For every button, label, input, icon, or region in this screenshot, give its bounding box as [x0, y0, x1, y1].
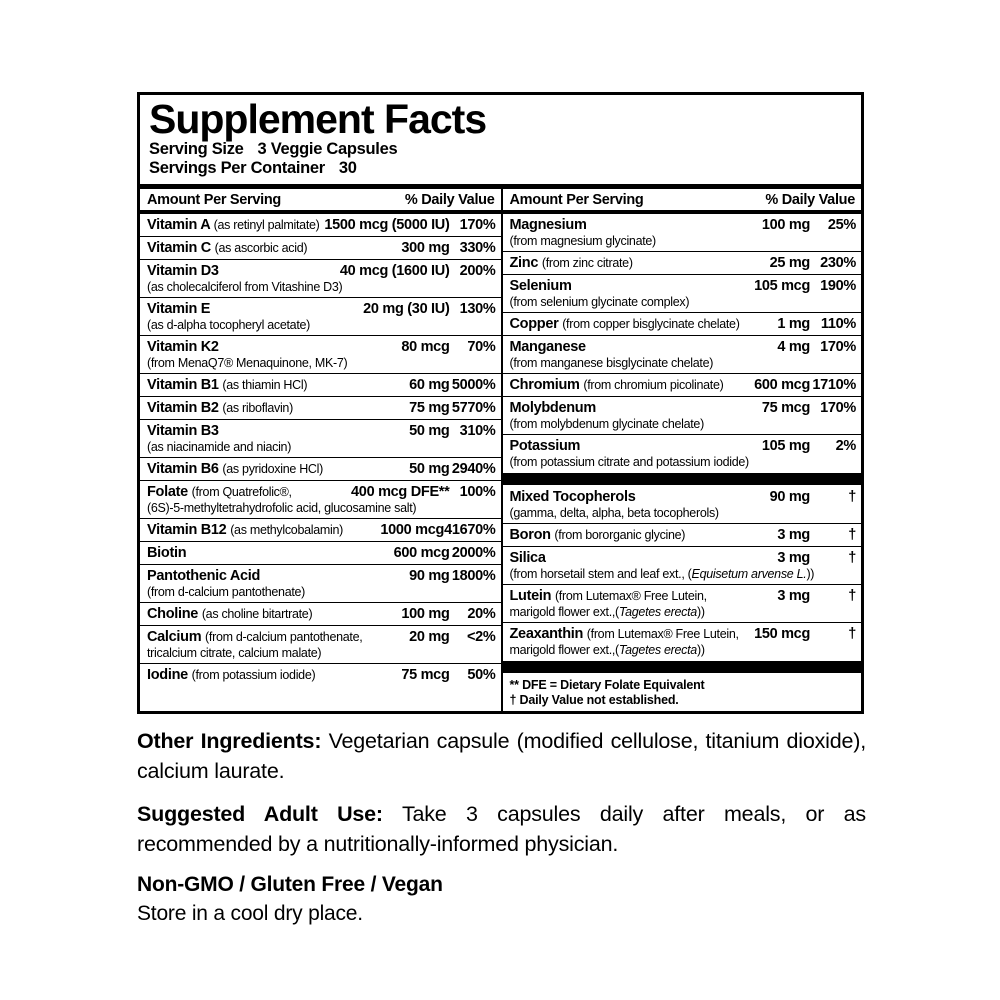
nutrient-name: Vitamin B1 (as thiamin HCl)	[147, 377, 308, 393]
nutrient-row	[503, 434, 862, 472]
supplement-facts-panel	[137, 92, 864, 714]
nutrient-row-line1	[147, 262, 496, 280]
nutrient-name: Vitamin C (as ascorbic acid)	[147, 240, 308, 256]
nutrient-row	[140, 419, 501, 457]
nutrient-daily-value: †	[848, 626, 856, 642]
serving-size-row	[140, 140, 861, 158]
nutrient-name: Pantothenic Acid	[147, 568, 261, 584]
nutrient-amount: 105 mcg	[754, 278, 810, 294]
nutrient-row	[503, 214, 862, 251]
nutrient-name: Vitamin B3	[147, 423, 219, 439]
right-header-cell	[501, 189, 862, 210]
nutrient-row-line1	[510, 526, 857, 544]
nutrient-name: Silica	[509, 550, 546, 566]
nutrient-daily-value: <2%	[466, 629, 496, 645]
nutrient-source-detail: (from Lutemax® Free Lutein,	[586, 627, 739, 641]
nutrient-source-detail: (from chromium picolinate)	[583, 378, 724, 392]
nutrient-row-line1	[147, 567, 496, 585]
nutrient-amount: 100 mg	[401, 606, 450, 622]
footnotes-block	[503, 674, 862, 711]
nutrient-daily-value: 2%	[835, 438, 856, 454]
nutrient-row	[503, 335, 862, 373]
nutrient-daily-value: 2940%	[451, 461, 496, 477]
nutrient-name: Biotin	[147, 545, 187, 561]
amount-per-serving-header: Amount Per Serving	[147, 192, 281, 209]
nutrient-row	[503, 396, 862, 434]
claims-text: Non-GMO / Gluten Free / Vegan	[137, 873, 443, 896]
nutrient-row-line2: marigold flower ext.,(Tagetes erecta))	[509, 643, 705, 657]
nutrient-daily-value: 5000%	[451, 377, 496, 393]
nutrient-row	[140, 335, 501, 373]
nutrient-daily-value: 170%	[820, 400, 856, 416]
nutrient-name: Molybdenum	[509, 400, 596, 416]
nutrient-amount: 90 mg	[409, 568, 450, 584]
nutrient-amount: 100 mg	[761, 217, 810, 233]
nutrient-row	[503, 584, 862, 622]
nutrient-amount: 60 mg	[409, 377, 450, 393]
nutrient-daily-value: 190%	[820, 278, 856, 294]
nutrient-source-detail: (from copper bisglycinate chelate)	[562, 317, 740, 331]
nutrient-daily-value: 20%	[467, 606, 496, 622]
nutrient-source-detail: (from Lutemax® Free Lutein,	[554, 589, 707, 603]
nutrient-row	[140, 541, 501, 564]
nutrient-amount: 20 mg	[409, 629, 450, 645]
nutrient-row-line1	[510, 437, 857, 455]
nutrient-row-line2: (as cholecalciferol from Vitashine D3)	[147, 280, 343, 294]
nutrient-name: Iodine (from potassium iodide)	[147, 667, 316, 683]
thick-divider-bar	[503, 473, 862, 485]
nutrient-name: Potassium	[509, 438, 581, 454]
nutrient-row-line1	[147, 483, 496, 501]
nutrient-row-line1	[147, 422, 496, 440]
other-ingredients-section	[137, 726, 866, 786]
nutrient-row-line1	[147, 338, 496, 356]
servings-per-container-row	[140, 158, 861, 177]
nutrient-name: Vitamin E	[147, 301, 211, 317]
panel-title: Supplement Facts	[149, 96, 487, 142]
nutrient-row-line1	[510, 338, 857, 356]
nutrient-row	[503, 274, 862, 312]
suggested-use-section	[137, 799, 866, 859]
nutrient-daily-value: 110%	[820, 316, 856, 332]
nutrient-daily-value: 70%	[467, 339, 496, 355]
nutrient-row-line1	[147, 628, 496, 646]
other-ingredients-label: Other Ingredients:	[137, 729, 322, 753]
suggested-use-label: Suggested Adult Use:	[137, 802, 383, 826]
nutrient-name: Mixed Tocopherols	[509, 489, 636, 505]
nutrient-row-line2: (from d-calcium pantothenate)	[147, 585, 306, 599]
other-ingredients-text: Vegetarian capsule (modified cellulose, titanium dioxide), calcium laurate.	[137, 729, 866, 783]
nutrient-amount: 4 mg	[777, 339, 810, 355]
nutrient-row-line1	[510, 315, 857, 333]
nutrient-source-detail: (as ascorbic acid)	[214, 241, 308, 255]
nutrient-amount: 600 mcg	[393, 545, 450, 561]
nutrient-row-line2: (from manganese bisglycinate chelate)	[509, 356, 714, 370]
nutrient-amount: 20 mg (30 IU)	[363, 301, 450, 317]
nutrient-source-detail: (from bororganic glycine)	[554, 528, 686, 542]
servings-per-container-label: Servings Per Container	[149, 159, 325, 177]
label-bottom-text	[137, 726, 866, 928]
nutrient-amount: 50 mg	[409, 423, 450, 439]
nutrient-row-line1	[147, 460, 496, 478]
nutrient-source-detail: (as methylcobalamin)	[230, 523, 343, 537]
suggested-use-text: Take 3 capsules daily after meals, or as recommended by a nutritionally-informed physician.	[137, 802, 866, 856]
nutrient-row	[140, 396, 501, 419]
nutrient-source-detail: (from potassium iodide)	[191, 668, 316, 682]
nutrient-row-line1	[510, 399, 857, 417]
nutrient-row-line1	[510, 587, 857, 605]
nutrient-row-line1	[147, 605, 496, 623]
nutrient-amount: 3 mg	[777, 588, 810, 604]
amount-per-serving-header: Amount Per Serving	[509, 192, 644, 209]
nutrient-row	[503, 373, 862, 396]
nutrient-source-detail: (as pyridoxine HCl)	[222, 462, 324, 476]
nutrient-row-line2: (from potassium citrate and potassium iodide)	[509, 455, 749, 469]
nutrient-row-line1	[147, 239, 496, 257]
nutrient-daily-value: 41670%	[444, 522, 496, 538]
nutrient-daily-value: 1710%	[812, 377, 856, 393]
nutrient-daily-value: 2000%	[451, 545, 496, 561]
right-nutrient-column	[501, 214, 862, 711]
nutrient-amount: 75 mcg	[761, 400, 810, 416]
left-nutrient-column	[140, 214, 501, 711]
nutrient-name: Vitamin A (as retinyl palmitate)	[147, 217, 320, 233]
nutrient-daily-value: †	[848, 588, 856, 604]
nutrient-amount: 600 mcg	[754, 377, 810, 393]
nutrient-row	[140, 297, 501, 335]
nutrient-name: Chromium (from chromium picolinate)	[509, 377, 724, 393]
nutrient-name: Vitamin B12 (as methylcobalamin)	[147, 522, 343, 538]
nutrient-row-line2: (from MenaQ7® Menaquinone, MK-7)	[147, 356, 348, 370]
nutrient-row-line1	[510, 625, 857, 643]
nutrient-row-line1	[147, 399, 496, 417]
nutrient-row-line2: (from magnesium glycinate)	[509, 234, 656, 248]
nutrient-daily-value: †	[848, 489, 856, 505]
nutrient-daily-value: 170%	[459, 217, 496, 233]
nutrient-name: Folate (from Quatrefolic®,	[147, 484, 292, 500]
nutrient-row-line2: (gamma, delta, alpha, beta tocopherols)	[509, 506, 719, 520]
nutrient-amount: 1 mg	[777, 316, 810, 332]
nutrient-row-line1	[147, 544, 496, 562]
nutrient-row	[140, 663, 501, 686]
storage-text: Store in a cool dry place.	[137, 902, 363, 925]
nutrient-name: Vitamin B2 (as riboflavin)	[147, 400, 293, 416]
nutrient-name: Selenium	[509, 278, 572, 294]
nutrient-row	[140, 373, 501, 396]
nutrient-row-line2: (from horsetail stem and leaf ext., (Equisetum arvense L.))	[509, 567, 815, 581]
nutrient-name: Vitamin K2	[147, 339, 219, 355]
nutrient-amount: 25 mg	[769, 255, 810, 271]
nutrient-row-line1	[510, 376, 857, 394]
nutrient-name: Choline (as choline bitartrate)	[147, 606, 313, 622]
nutrient-name: Vitamin D3	[147, 263, 219, 279]
nutrient-row-line2: marigold flower ext.,(Tagetes erecta))	[509, 605, 705, 619]
nutrient-daily-value: 170%	[820, 339, 856, 355]
nutrient-row-line2: (6S)-5-methyltetrahydrofolic acid, glucosamine salt)	[147, 501, 417, 515]
nutrient-name: Calcium (from d-calcium pantothenate,	[147, 629, 363, 645]
nutrient-row	[140, 214, 501, 236]
nutrient-row	[503, 486, 862, 523]
nutrient-amount: 40 mcg (1600 IU)	[339, 263, 450, 279]
nutrient-row	[503, 312, 862, 335]
nutrient-daily-value: 230%	[820, 255, 856, 271]
nutrient-row-line1	[510, 488, 857, 506]
nutrient-row-line1	[510, 277, 857, 295]
nutrient-row	[140, 564, 501, 602]
nutrient-source-detail: (from Quatrefolic®,	[191, 485, 292, 499]
nutrient-row	[140, 457, 501, 480]
nutrient-source-detail: (as riboflavin)	[222, 401, 293, 415]
nutrient-row-line2: (as niacinamide and niacin)	[147, 440, 292, 454]
nutrient-row-line1	[147, 216, 496, 234]
nutrient-row-line2: (from molybdenum glycinate chelate)	[509, 417, 704, 431]
nutrient-source-detail: (as retinyl palmitate)	[213, 218, 320, 232]
nutrient-source-detail: (from zinc citrate)	[541, 256, 633, 270]
nutrient-row-line2: tricalcium citrate, calcium malate)	[147, 646, 322, 660]
nutrient-amount: 90 mg	[769, 489, 810, 505]
nutrient-source-detail: (as thiamin HCl)	[222, 378, 308, 392]
nutrient-row-line1	[510, 254, 857, 272]
nutrient-daily-value: 200%	[459, 263, 496, 279]
nutrient-daily-value: 5770%	[451, 400, 496, 416]
nutrient-amount: 105 mg	[761, 438, 810, 454]
nutrient-row	[140, 236, 501, 259]
nutrient-daily-value: †	[848, 527, 856, 543]
nutrient-amount: 3 mg	[777, 550, 810, 566]
daily-value-header: % Daily Value	[765, 192, 855, 209]
nutrient-name: Zinc (from zinc citrate)	[509, 255, 633, 271]
nutrient-row	[503, 622, 862, 660]
nutrient-row	[503, 523, 862, 546]
nutrient-row	[503, 546, 862, 584]
serving-size-value: 3 Veggie Capsules	[257, 140, 398, 158]
nutrient-amount: 1000 mcg	[380, 522, 445, 538]
nutrient-name: Manganese	[509, 339, 586, 355]
nutrient-row-line1	[510, 549, 857, 567]
nutrient-daily-value: 50%	[467, 667, 496, 683]
nutrient-row-line1	[510, 216, 857, 234]
nutrient-name: Copper (from copper bisglycinate chelate)	[509, 316, 740, 332]
nutrient-row-line1	[147, 521, 496, 539]
nutrient-row	[503, 251, 862, 274]
footnote: ** DFE = Dietary Folate Equivalent	[509, 678, 705, 692]
nutrient-name: Lutein (from Lutemax® Free Lutein,	[509, 588, 707, 604]
thick-divider-bar	[503, 661, 862, 673]
nutrient-daily-value: 25%	[827, 217, 856, 233]
nutrient-row	[140, 259, 501, 297]
nutrient-amount: 1500 mcg (5000 IU)	[324, 217, 450, 233]
nutrient-amount: 400 mcg DFE**	[351, 484, 450, 500]
nutrient-daily-value: 310%	[459, 423, 496, 439]
nutrient-daily-value: 330%	[459, 240, 496, 256]
nutrient-daily-value: †	[848, 550, 856, 566]
nutrient-amount: 50 mg	[409, 461, 450, 477]
table-header-row	[140, 189, 861, 210]
nutrient-name: Vitamin B6 (as pyridoxine HCl)	[147, 461, 324, 477]
nutrient-daily-value: 100%	[459, 484, 496, 500]
nutrient-daily-value: 1800%	[451, 568, 496, 584]
nutrient-source-detail: (as choline bitartrate)	[201, 607, 313, 621]
nutrient-row	[140, 518, 501, 541]
nutrient-row-line2: (from selenium glycinate complex)	[509, 295, 690, 309]
nutrient-row-line1	[147, 376, 496, 394]
left-header-cell	[140, 189, 501, 210]
nutrient-amount: 150 mcg	[754, 626, 810, 642]
nutrient-amount: 80 mcg	[401, 339, 450, 355]
footnote: † Daily Value not established.	[509, 693, 679, 707]
nutrient-name: Magnesium	[509, 217, 587, 233]
nutrient-source-detail: (from d-calcium pantothenate,	[205, 630, 363, 644]
nutrient-row-line2: (as d-alpha tocopheryl acetate)	[147, 318, 311, 332]
nutrient-amount: 75 mcg	[401, 667, 450, 683]
nutrient-amount: 300 mg	[401, 240, 450, 256]
nutrient-amount: 75 mg	[409, 400, 450, 416]
daily-value-header: % Daily Value	[404, 192, 495, 209]
nutrient-amount: 3 mg	[777, 527, 810, 543]
nutrient-row	[140, 602, 501, 625]
nutrient-table	[140, 214, 861, 711]
nutrient-row-line1	[147, 666, 496, 684]
serving-size-label: Serving Size	[149, 140, 244, 158]
nutrient-daily-value: 130%	[459, 301, 496, 317]
nutrient-row	[140, 625, 501, 663]
nutrient-row-line1	[147, 300, 496, 318]
nutrient-name: Zeaxanthin (from Lutemax® Free Lutein,	[509, 626, 739, 642]
nutrient-name: Boron (from bororganic glycine)	[509, 527, 686, 543]
servings-per-container-value: 30	[338, 159, 357, 177]
nutrient-row	[140, 480, 501, 518]
